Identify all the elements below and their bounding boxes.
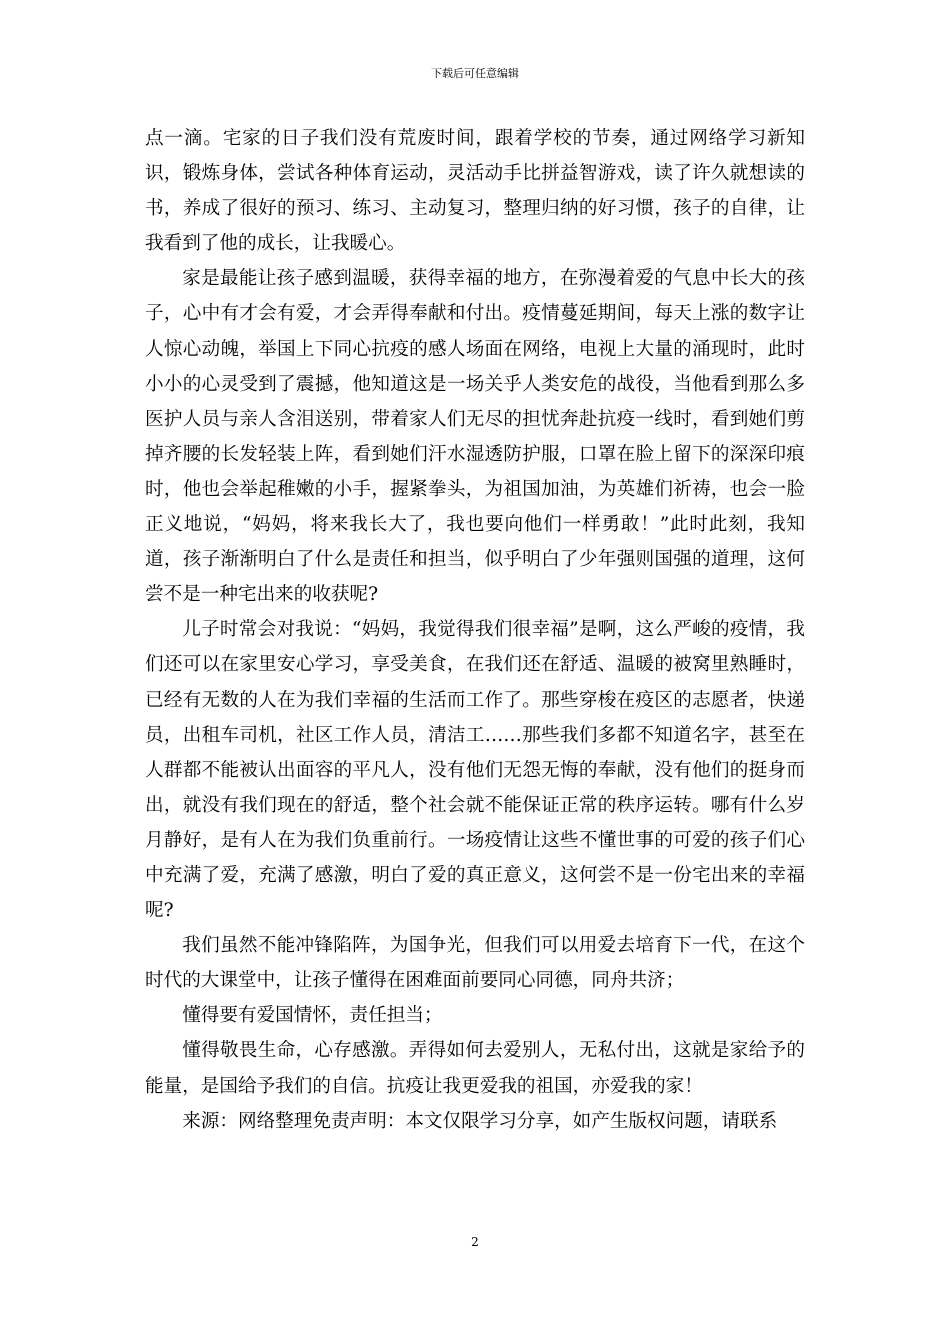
paragraph-1: 点一滴。宅家的日子我们没有荒废时间，跟着学校的节奏，通过网络学习新知识，锻炼身体，尝试各种体育运动，灵活动手比拼益智游戏，读了许久就想读的书，养成了很好的预习、练习、主动复习，整理归纳的好习惯，孩子的自律，让我看到了他的成长，让我暖心。 bbox=[145, 128, 805, 255]
paragraph-5: 懂得要有爱国情怀，责任担当； bbox=[182, 1005, 443, 1027]
paragraph-4: 我们虽然不能冲锋陷阵，为国争光，但我们可以用爱去培育下一代，在这个时代的大课堂中，让孩子懂得在困难面前要同心同德，同舟共济； bbox=[145, 935, 805, 992]
paragraph-3: 儿子时常会对我说：“妈妈，我觉得我们很幸福”是啊，这么严峻的疫情，我们还可以在家里安心学习，享受美食，在我们还在舒适、温暖的被窝里熟睡时，已经有无数的人在为我们幸福的生活而工作了。那些穿梭在疫区的志愿者，快递员，出租车司机，社区工作人员，清洁工……那些我们多都不知道名字，甚至在人群都不能被认出面容的平凡人，没有他们无怨无悔的奉献，没有他们的挺身而出，就没有我们现在的舒适，整个社会就不能保证正常的秩序运转。哪有什么岁月静好，是有人在为我们负重前行。一场疫情让这些不懂世事的可爱的孩子们心中充满了爱，充满了感激，明白了爱的真正意义，这何尝不是一份宅出来的幸福呢? bbox=[145, 619, 805, 922]
document-body bbox=[145, 121, 805, 1139]
paragraph-6: 懂得敬畏生命，心存感激。弄得如何去爱别人，无私付出，这就是家给予的能量，是国给予我们的自信。抗疫让我更爱我的祖国，亦爱我的家！ bbox=[145, 1040, 805, 1097]
paragraph-2: 家是最能让孩子感到温暖，获得幸福的地方，在弥漫着爱的气息中长大的孩子，心中有才会有爱，才会弄得奉献和付出。疫情蔓延期间，每天上涨的数字让人惊心动魄，举国上下同心抗疫的感人场面在网络，电视上大量的涌现时，此时小小的心灵受到了震撼，他知道这是一场关乎人类安危的战役，当他看到那么多医护人员与亲人含泪送别，带着家人们无尽的担忧奔赴抗疫一线时，看到她们剪掉齐腰的长发轻装上阵，看到她们汗水湿透防护服，口罩在脸上留下的深深印痕时，他也会举起稚嫩的小手，握紧拳头，为祖国加油，为英雄们祈祷，也会一脸正义地说，“妈妈，将来我长大了，我也要向他们一样勇敢！”此时此刻，我知道，孩子渐渐明白了什么是责任和担当，似乎明白了少年强则国强的道理，这何尝不是一种宅出来的收获呢? bbox=[145, 268, 805, 606]
page-header: 下载后可任意编辑 bbox=[431, 67, 519, 80]
paragraph-7: 来源：网络整理免责声明：本文仅限学习分享，如产生版权问题，请联系 bbox=[182, 1110, 778, 1132]
page-number: 2 bbox=[471, 1235, 479, 1249]
